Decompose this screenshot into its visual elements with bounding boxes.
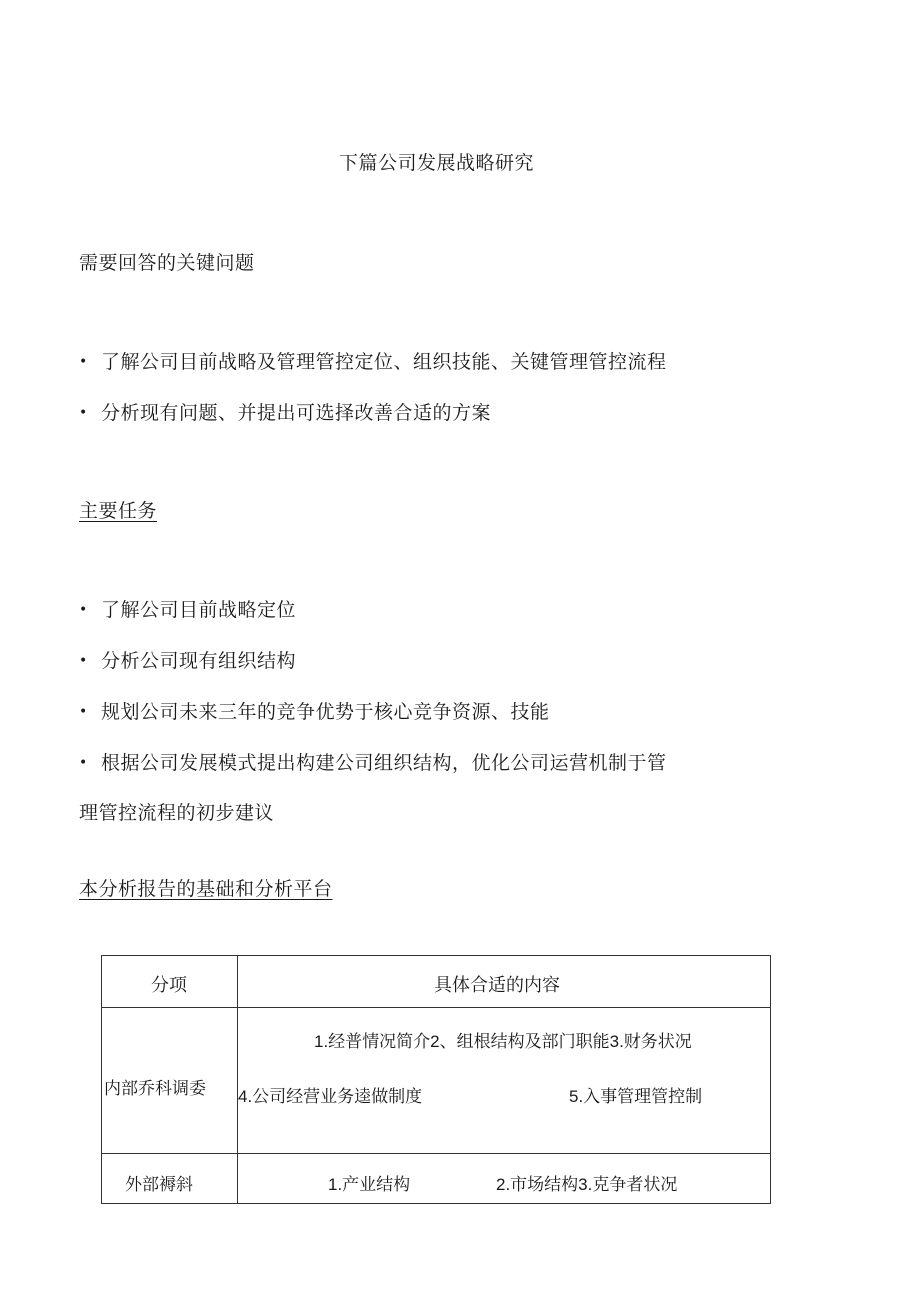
list-item-text: 根据公司发展模式提出构建公司组织结构，优化公司运营机制于管 — [101, 752, 667, 774]
list-item — [79, 697, 550, 724]
table-row-internal-line2-right: 5.入事管理管控制 — [569, 1087, 703, 1106]
table-column-divider — [237, 956, 238, 1203]
list-item-text: 了解公司目前战略定位 — [101, 599, 297, 621]
bullet-icon: • — [79, 755, 88, 771]
table-row-internal-line2-left: 4.公司经营业务逵做制度 — [238, 1087, 423, 1106]
bullet-icon: • — [79, 704, 88, 720]
table-divider — [102, 1153, 770, 1154]
page-title: 下篇公司发展战略研究 — [338, 152, 534, 174]
bullet-icon: • — [79, 405, 88, 421]
table-row-internal-line1: 1.经普情况简介2、组根结构及部门职能3.财务状况 — [314, 1032, 692, 1051]
section-heading-key-questions: 需要回答的关键问题 — [79, 252, 255, 274]
table-header-item: 分项 — [151, 975, 187, 996]
table-row-external-item-left: 1.产业结构 — [328, 1175, 411, 1194]
bullet-icon: • — [79, 602, 88, 618]
list-item — [79, 646, 296, 673]
list-item-text: 分析现有问题、并提出可选择改善合适的方案 — [101, 402, 492, 424]
list-item — [79, 398, 491, 425]
list-item-text: 分析公司现有组织结构 — [101, 650, 297, 672]
section-heading-main-tasks: 主要任务 — [79, 500, 158, 522]
list-item-text: 规划公司未来三年的竞争优势于核心竞争资源、技能 — [101, 701, 550, 723]
list-item-text: 了解公司目前战略及管理管控定位、组织技能、关键管理管控流程 — [101, 351, 667, 373]
bullet-icon: • — [79, 653, 88, 669]
list-item — [79, 347, 667, 374]
table-row-label-external: 外部褥斜 — [125, 1175, 193, 1194]
bullet-icon: • — [79, 354, 88, 370]
table-divider — [102, 1007, 770, 1008]
table-header-content: 具体合适的内容 — [434, 975, 560, 996]
list-item — [79, 748, 667, 775]
table-row-external-item-right: 2.市场结构3.克争者状况 — [496, 1175, 678, 1194]
list-item — [79, 595, 296, 622]
table-row-label-internal: 内部乔科调委 — [104, 1079, 206, 1098]
list-item-continuation: 理管控流程的初步建议 — [79, 802, 275, 824]
analysis-table — [101, 955, 771, 1204]
section-heading-analysis-platform: 本分析报告的基础和分析平台 — [79, 878, 333, 900]
